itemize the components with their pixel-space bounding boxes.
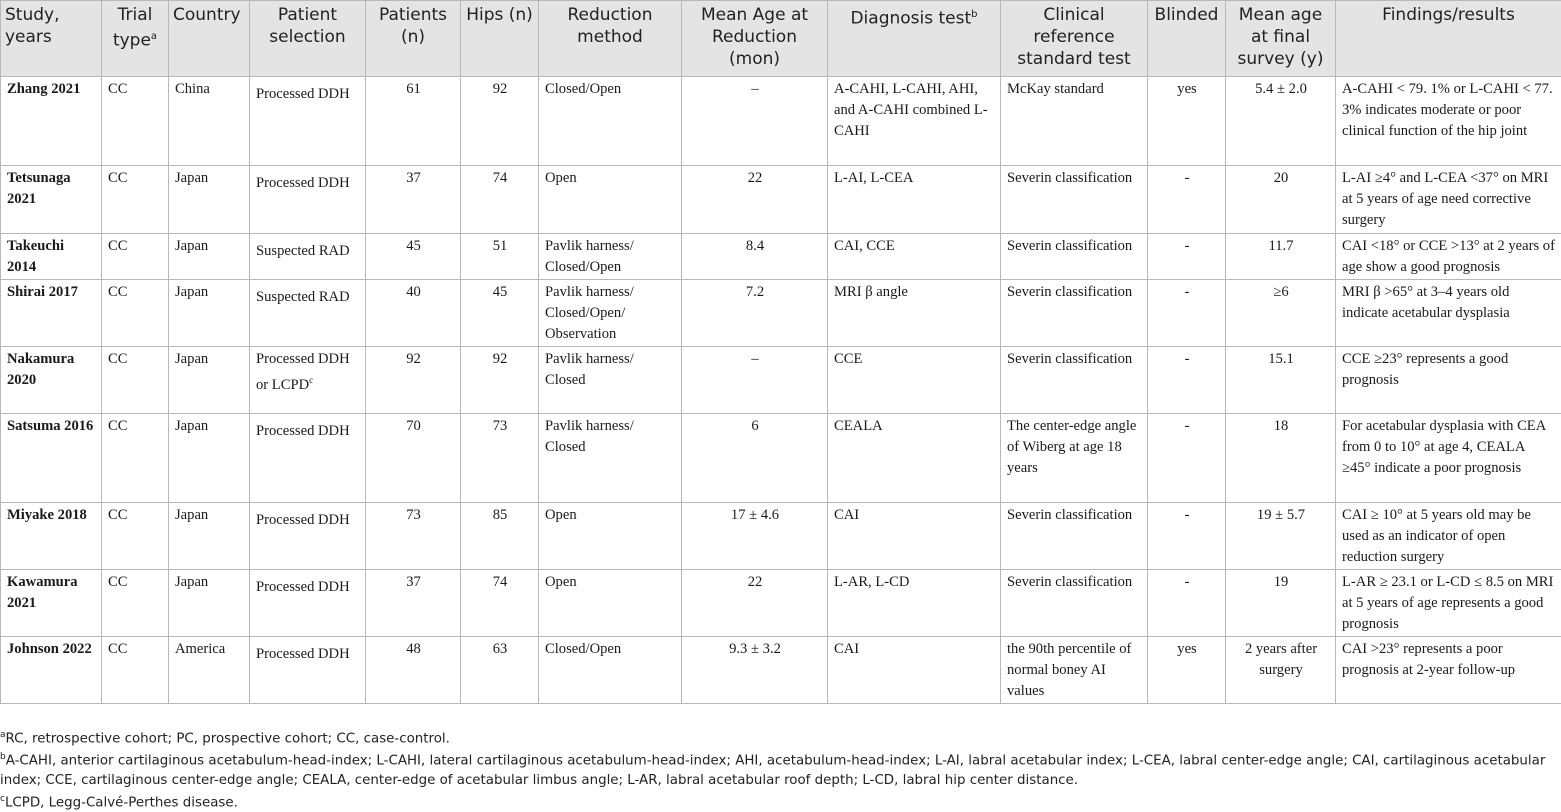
table-row [1,414,1561,503]
cell-trial: CC [102,347,169,414]
cell-age-reduction: 22 [682,570,828,637]
header-row [1,1,1561,77]
header-blinded: Blinded [1148,1,1226,77]
cell-age-reduction: – [682,347,828,414]
cell-study: Zhang 2021 [1,77,102,166]
cell-age-final: 5.4 ± 2.0 [1226,77,1336,166]
cell-blinded: - [1148,414,1226,503]
cell-reduction: Pavlik harness/ Closed/Open [539,234,682,280]
header-trial-type: Trial type$^a$ [102,1,169,77]
cell-selection: Processed DDH or LCPD$^c$ [250,347,366,414]
table-row [1,503,1561,570]
cell-selection: Processed DDH [250,166,366,234]
cell-reference: McKay standard [1001,77,1148,166]
cell-selection: Processed DDH [250,637,366,704]
table-row [1,234,1561,280]
cell-trial: CC [102,280,169,347]
cell-reference: Severin classification [1001,234,1148,280]
cell-country: Japan [169,234,250,280]
cell-patients: 92 [366,347,461,414]
cell-trial: CC [102,166,169,234]
cell-country: China [169,77,250,166]
cell-blinded: - [1148,570,1226,637]
cell-country: Japan [169,503,250,570]
cell-age-final: 15.1 [1226,347,1336,414]
cell-blinded: yes [1148,77,1226,166]
table-footnotes [0,726,1561,812]
cell-findings: CAI >23° represents a poor prognosis at 2-year follow-up [1336,637,1561,704]
table-row [1,570,1561,637]
cell-reduction: Pavlik harness/ Closed [539,347,682,414]
cell-age-reduction: 7.2 [682,280,828,347]
header-mean-age-final: Mean age at final survey (y) [1226,1,1336,77]
cell-age-reduction: 17 ± 4.6 [682,503,828,570]
cell-findings: CAI ≥ 10° at 5 years old may be used as an indicator of open reduction surgery [1336,503,1561,570]
cell-hips: 85 [461,503,539,570]
cell-selection: Processed DDH [250,414,366,503]
cell-study: Nakamura 2020 [1,347,102,414]
cell-study: Takeuchi 2014 [1,234,102,280]
cell-hips: 45 [461,280,539,347]
cell-findings: A-CAHI < 79. 1% or L-CAHI < 77. 3% indicates moderate or poor clinical function of the hip joint [1336,77,1561,166]
table-row [1,280,1561,347]
cell-hips: 63 [461,637,539,704]
cell-reference: Severin classification [1001,570,1148,637]
cell-age-final: 2 years after surgery [1226,637,1336,704]
cell-reference: Severin classification [1001,503,1148,570]
cell-patients: 70 [366,414,461,503]
cell-trial: CC [102,570,169,637]
cell-findings: MRI β >65° at 3–4 years old indicate acetabular dysplasia [1336,280,1561,347]
cell-country: Japan [169,414,250,503]
cell-selection: Processed DDH [250,570,366,637]
cell-reference: The center-edge angle of Wiberg at age 18 years [1001,414,1148,503]
cell-age-final: 19 ± 5.7 [1226,503,1336,570]
cell-diagnosis: A-CAHI, L-CAHI, AHI, and A-CAHI combined L-CAHI [828,77,1001,166]
table-body [1,77,1561,704]
cell-reference: the 90th percentile of normal boney AI values [1001,637,1148,704]
header-patients: Patients (n) [366,1,461,77]
cell-trial: CC [102,637,169,704]
cell-hips: 51 [461,234,539,280]
cell-age-reduction: 9.3 ± 3.2 [682,637,828,704]
cell-patients: 37 [366,570,461,637]
header-reduction-method: Reduction method [539,1,682,77]
cell-findings: CAI <18° or CCE >13° at 2 years of age show a good prognosis [1336,234,1561,280]
cell-diagnosis: CEALA [828,414,1001,503]
cell-findings: L-AI ≥4° and L-CEA <37° on MRI at 5 years of age need corrective surgery [1336,166,1561,234]
cell-diagnosis: L-AR, L-CD [828,570,1001,637]
cell-country: Japan [169,280,250,347]
cell-age-reduction: 22 [682,166,828,234]
cell-patients: 37 [366,166,461,234]
cell-blinded: - [1148,234,1226,280]
cell-age-final: 19 [1226,570,1336,637]
cell-diagnosis: MRI β angle [828,280,1001,347]
cell-diagnosis: CAI [828,503,1001,570]
cell-study: Kawamura 2021 [1,570,102,637]
header-study: Study, years [1,1,102,77]
cell-hips: 73 [461,414,539,503]
cell-reduction: Closed/Open [539,637,682,704]
cell-reference: Severin classification [1001,280,1148,347]
cell-patients: 45 [366,234,461,280]
cell-blinded: - [1148,503,1226,570]
cell-diagnosis: CAI, CCE [828,234,1001,280]
cell-hips: 74 [461,570,539,637]
cell-findings: CCE ≥23° represents a good prognosis [1336,347,1561,414]
cell-hips: 92 [461,347,539,414]
cell-patients: 61 [366,77,461,166]
header-country: Country [169,1,250,77]
cell-trial: CC [102,77,169,166]
cell-selection: Processed DDH [250,77,366,166]
cell-blinded: yes [1148,637,1226,704]
cell-patients: 40 [366,280,461,347]
cell-reduction: Pavlik harness/ Closed [539,414,682,503]
cell-study: Satsuma 2016 [1,414,102,503]
cell-selection: Processed DDH [250,503,366,570]
cell-reduction: Open [539,570,682,637]
cell-trial: CC [102,414,169,503]
cell-trial: CC [102,234,169,280]
footnote-c: $^c$LCPD, Legg-Calvé-Perthes disease. [0,790,1561,812]
cell-blinded: - [1148,347,1226,414]
cell-study: Miyake 2018 [1,503,102,570]
table-row [1,347,1561,414]
cell-reduction: Open [539,166,682,234]
cell-reference: Severin classification [1001,166,1148,234]
header-diagnosis-test: Diagnosis test$^b$ [828,1,1001,77]
cell-age-final: 20 [1226,166,1336,234]
cell-trial: CC [102,503,169,570]
cell-reduction: Pavlik harness/ Closed/Open/ Observation [539,280,682,347]
cell-age-reduction: 6 [682,414,828,503]
cell-age-reduction: 8.4 [682,234,828,280]
cell-study: Johnson 2022 [1,637,102,704]
cell-hips: 74 [461,166,539,234]
cell-findings: For acetabular dysplasia with CEA from 0 to 10° at age 4, CEALA ≥45° indicate a poor prognosis [1336,414,1561,503]
header-clinical-reference: Clinical reference standard test [1001,1,1148,77]
cell-age-reduction: – [682,77,828,166]
cell-reduction: Closed/Open [539,77,682,166]
cell-diagnosis: L-AI, L-CEA [828,166,1001,234]
header-findings: Findings/results [1336,1,1561,77]
cell-diagnosis: CAI [828,637,1001,704]
cell-country: Japan [169,166,250,234]
cell-diagnosis: CCE [828,347,1001,414]
header-hips: Hips (n) [461,1,539,77]
cell-age-final: 11.7 [1226,234,1336,280]
cell-age-final: ≥6 [1226,280,1336,347]
cell-selection: Suspected RAD [250,280,366,347]
cell-blinded: - [1148,280,1226,347]
cell-patients: 48 [366,637,461,704]
cell-country: America [169,637,250,704]
cell-study: Tetsunaga 2021 [1,166,102,234]
cell-country: Japan [169,570,250,637]
cell-study: Shirai 2017 [1,280,102,347]
table-header [1,1,1561,77]
cell-age-final: 18 [1226,414,1336,503]
cell-country: Japan [169,347,250,414]
table-row [1,637,1561,704]
cell-patients: 73 [366,503,461,570]
cell-reduction: Open [539,503,682,570]
table-row [1,77,1561,166]
table-row [1,166,1561,234]
header-patient-selection: Patient selection [250,1,366,77]
header-mean-age-reduction: Mean Age at Reduction (mon) [682,1,828,77]
cell-hips: 92 [461,77,539,166]
cell-selection: Suspected RAD [250,234,366,280]
cell-findings: L-AR ≥ 23.1 or L-CD ≤ 8.5 on MRI at 5 years of age represents a good prognosis [1336,570,1561,637]
footnote-a: $^a$RC, retrospective cohort; PC, prospective cohort; CC, case-control. [0,726,1561,748]
cell-blinded: - [1148,166,1226,234]
cell-reference: Severin classification [1001,347,1148,414]
footnote-b: $^b$A-CAHI, anterior cartilaginous acetabulum-head-index; L-CAHI, lateral cartilaginous acetabulum-head-index; AHI, acetabulum-head-index; L-AI, labral acetabular index; L-CEA, labral center-edge angle; CAI, cartilaginous acetabular index; CCE, cartilaginous center-edge angle; CEALA, center-edge of acetabular limbus angle; L-AR, labral acetabular roof depth; L-CD, labral hip center distance. [0,748,1561,789]
